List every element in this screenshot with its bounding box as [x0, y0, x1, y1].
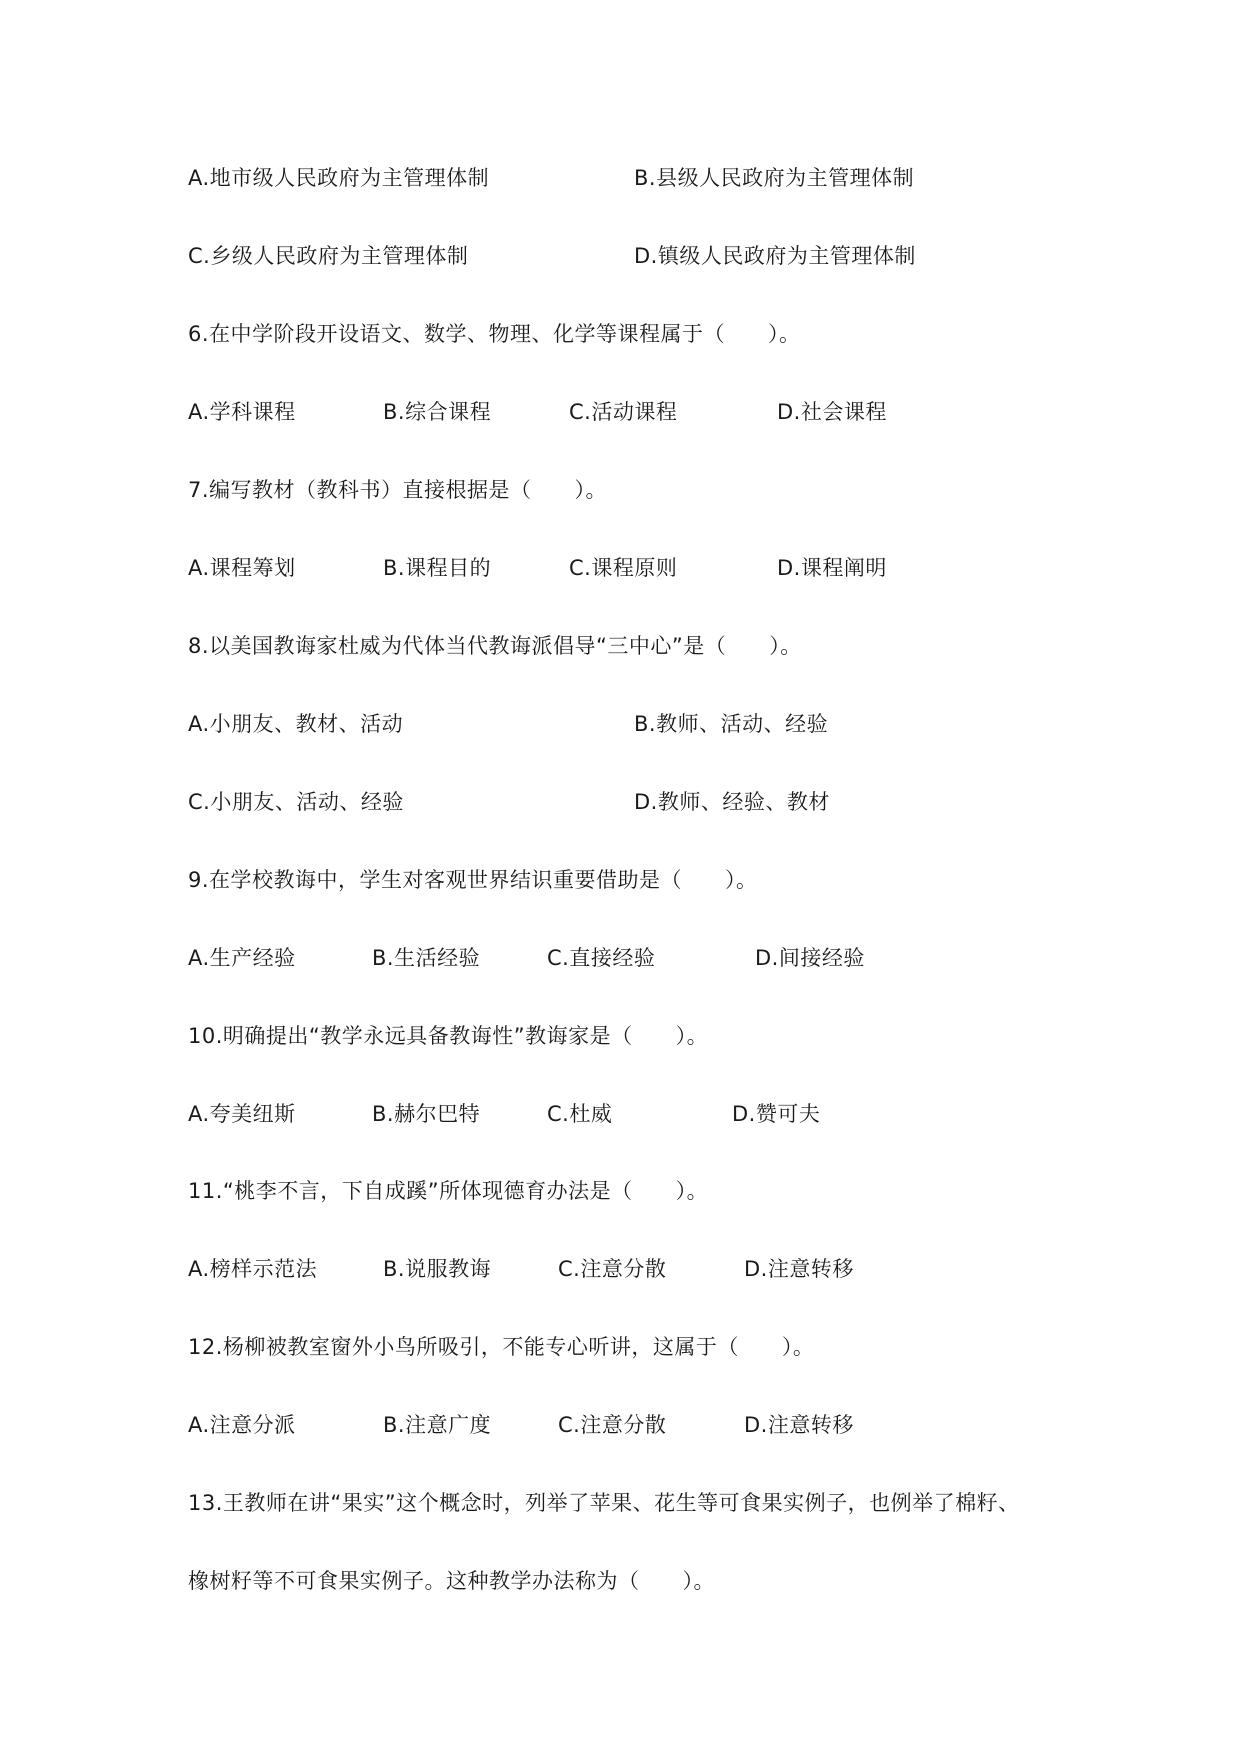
q11-option-c: C.注意分散: [558, 1257, 667, 1281]
q5-option-d: D.镇级人民政府为主管理体制: [634, 244, 916, 268]
q6-option-d: D.社会课程: [777, 400, 887, 424]
q6-option-c: C.活动课程: [569, 400, 678, 424]
q7-option-d: D.课程阐明: [777, 556, 887, 580]
q6-option-a: A.学科课程: [188, 400, 296, 424]
q5-option-c: C.乡级人民政府为主管理体制: [188, 244, 469, 268]
q9-option-a: A.生产经验: [188, 946, 296, 970]
q12-option-a: A.注意分派: [188, 1413, 296, 1437]
q10-option-c: C.杜威: [547, 1102, 613, 1126]
q10-option-b: B.赫尔巴特: [372, 1102, 481, 1126]
q9-option-d: D.间接经验: [755, 946, 865, 970]
q8-option-c: C.小朋友、活动、经验: [188, 790, 404, 814]
q5-option-b: B.县级人民政府为主管理体制: [634, 166, 915, 190]
q12-option-b: B.注意广度: [383, 1413, 492, 1437]
q10-stem: 10.明确提出“教学永远具备教诲性”教诲家是（ ）。: [188, 1024, 709, 1048]
q7-option-c: C.课程原则: [569, 556, 678, 580]
q9-option-b: B.生活经验: [372, 946, 481, 970]
q6-stem: 6.在中学阶段开设语文、数学、物理、化学等课程属于（ ）。: [188, 322, 801, 346]
q12-stem: 12.杨柳被教室窗外小鸟所吸引，不能专心听讲，这属于（ ）。: [188, 1335, 815, 1359]
q10-option-d: D.赞可夫: [732, 1102, 821, 1126]
q8-stem: 8.以美国教诲家杜威为代体当代教诲派倡导“三中心”是（ ）。: [188, 634, 802, 658]
q11-option-a: A.榜样示范法: [188, 1257, 318, 1281]
q11-stem: 11.“桃李不言，下自成蹊”所体现德育办法是（ ）。: [188, 1179, 709, 1203]
q11-option-d: D.注意转移: [744, 1257, 854, 1281]
q7-stem: 7.编写教材（教科书）直接根据是（ ）。: [188, 478, 608, 502]
q7-option-a: A.课程筹划: [188, 556, 296, 580]
q9-option-c: C.直接经验: [547, 946, 656, 970]
q7-option-b: B.课程目的: [383, 556, 492, 580]
q8-option-a: A.小朋友、教材、活动: [188, 712, 404, 736]
q10-option-a: A.夸美纽斯: [188, 1102, 296, 1126]
q13-stem-line-1: 13.王教师在讲“果实”这个概念时，列举了苹果、花生等可食果实例子，也例举了棉籽、: [188, 1491, 1020, 1515]
q6-option-b: B.综合课程: [383, 400, 492, 424]
q11-option-b: B.说服教诲: [383, 1257, 492, 1281]
q12-option-d: D.注意转移: [744, 1413, 854, 1437]
q8-option-b: B.教师、活动、经验: [634, 712, 829, 736]
q8-option-d: D.教师、经验、教材: [634, 790, 830, 814]
q5-option-a: A.地市级人民政府为主管理体制: [188, 166, 490, 190]
q9-stem: 9.在学校教诲中，学生对客观世界结识重要借助是（ ）。: [188, 868, 758, 892]
q12-option-c: C.注意分散: [558, 1413, 667, 1437]
q13-stem-line-2: 橡树籽等不可食果实例子。这种教学办法称为（ ）。: [188, 1569, 715, 1593]
